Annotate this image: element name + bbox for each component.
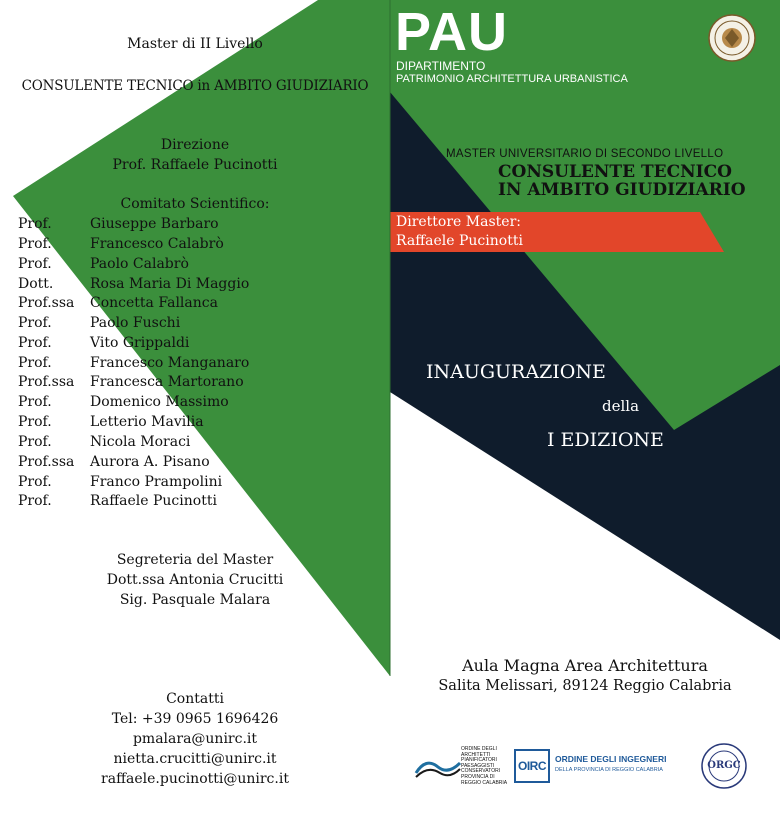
- member-name: Paolo Calabrò: [90, 256, 189, 272]
- committee-member: [18, 414, 378, 434]
- member-name: Vito Grippaldi: [90, 335, 190, 351]
- member-name: Franco Prampolini: [90, 474, 223, 490]
- member-title: Prof.: [18, 335, 52, 351]
- committee-member: [18, 276, 378, 296]
- committee-member: [18, 335, 378, 355]
- member-title: Prof.ssa: [18, 454, 75, 470]
- segreteria-person-1: Dott.ssa Antonia Crucitti: [106, 572, 284, 588]
- architetti-line: PROVINCIA DI: [461, 773, 495, 780]
- member-name: Aurora A. Pisano: [90, 454, 210, 470]
- committee-member: [18, 236, 378, 256]
- direzione-label: Direzione: [160, 137, 230, 153]
- member-name: Raffaele Pucinotti: [90, 493, 217, 509]
- committee-member: [18, 355, 378, 375]
- master-title-line-2: IN AMBITO GIUDIZIARIO: [498, 180, 746, 200]
- master-level: Master di II Livello: [127, 36, 263, 52]
- university-seal-icon: [708, 14, 756, 62]
- member-title: Dott.: [18, 276, 54, 292]
- member-name: Concetta Fallanca: [90, 295, 218, 311]
- member-title: Prof.: [18, 434, 52, 450]
- contatti-label: Contatti: [166, 691, 224, 707]
- member-name: Nicola Moraci: [90, 434, 191, 450]
- contact-email[interactable]: nietta.crucitti@unirc.it: [113, 751, 277, 767]
- member-title: Prof.: [18, 474, 52, 490]
- member-name: Francesco Calabrò: [90, 236, 224, 252]
- pau-logo-text: PAU: [395, 2, 509, 62]
- master-title: CONSULENTE TECNICO in AMBITO GIUDIZIARIO: [21, 78, 369, 94]
- director-name: Raffaele Pucinotti: [396, 233, 523, 249]
- direzione-name: Prof. Raffaele Pucinotti: [112, 157, 278, 173]
- member-title: Prof.: [18, 394, 52, 410]
- architetti-logo-icon: [414, 753, 462, 779]
- contact-email[interactable]: pmalara@unirc.it: [132, 731, 258, 747]
- committee-member: [18, 315, 378, 335]
- member-title: Prof.: [18, 216, 52, 232]
- architetti-line: REGGIO CALABRIA: [461, 779, 508, 786]
- committee-member: [18, 374, 378, 394]
- member-name: Francesca Martorano: [90, 374, 244, 390]
- ingegneri-logo-mark: OIRC: [514, 749, 550, 783]
- director-label: Direttore Master:: [396, 214, 521, 230]
- contact-phone: Tel: +39 0965 1696426: [111, 711, 279, 727]
- inauguration-edition: I EDIZIONE: [547, 429, 664, 451]
- master-level-caps: MASTER UNIVERSITARIO DI SECONDO LIVELLO: [446, 148, 724, 160]
- member-name: Francesco Manganaro: [90, 355, 250, 371]
- comitato-label: Comitato Scientifico:: [120, 196, 270, 212]
- member-name: Domenico Massimo: [90, 394, 229, 410]
- member-title: Prof.: [18, 355, 52, 371]
- member-name: Letterio Mavilia: [90, 414, 204, 430]
- architetti-logo-text: [461, 747, 509, 786]
- committee-member: [18, 295, 378, 315]
- segreteria-person-2: Sig. Pasquale Malara: [119, 592, 271, 608]
- event-venue: Aula Magna Area Architettura: [462, 656, 708, 675]
- member-title: Prof.: [18, 256, 52, 272]
- committee-member: [18, 434, 378, 454]
- member-name: Rosa Maria Di Maggio: [90, 276, 250, 292]
- master-title-line-1: CONSULENTE TECNICO: [498, 162, 732, 182]
- architetti-line: CONSERVATORI: [461, 768, 501, 775]
- member-name: Paolo Fuschi: [90, 315, 181, 331]
- segreteria-label: Segreteria del Master: [116, 552, 274, 568]
- committee-member: [18, 216, 378, 236]
- architetti-line: ARCHITETTI: [461, 751, 491, 758]
- member-title: Prof.: [18, 315, 52, 331]
- committee-member: [18, 493, 378, 513]
- geologi-seal-text: ORGC: [707, 760, 741, 771]
- member-title: Prof.: [18, 414, 52, 430]
- member-title: Prof.ssa: [18, 295, 75, 311]
- architetti-line: ORDINE DEGLI: [461, 746, 497, 752]
- architetti-line: PAESAGGISTI: [461, 762, 495, 769]
- committee-member: [18, 256, 378, 276]
- event-date: venerdì 1 dicembre 2017: [494, 594, 686, 612]
- member-title: Prof.: [18, 236, 52, 252]
- committee-member: [18, 454, 378, 474]
- event-address: Salita Melissari, 89124 Reggio Calabria: [438, 678, 732, 694]
- member-name: Giuseppe Barbaro: [90, 216, 219, 232]
- architetti-line: PIANIFICATORI: [461, 757, 497, 764]
- member-title: Prof.ssa: [18, 374, 75, 390]
- contact-email[interactable]: raffaele.pucinotti@unirc.it: [101, 771, 289, 787]
- inauguration-della: della: [602, 397, 640, 415]
- committee-member: [18, 394, 378, 414]
- ingegneri-logo-title: ORDINE DEGLI INGEGNERI: [555, 754, 667, 764]
- dipartimento-name: PATRIMONIO ARCHITETTURA URBANISTICA: [396, 73, 628, 85]
- member-title: Prof.: [18, 493, 52, 509]
- dipartimento-label: DIPARTIMENTO: [396, 59, 486, 73]
- inauguration-title: INAUGURAZIONE: [426, 361, 606, 383]
- committee-member: [18, 474, 378, 494]
- ingegneri-logo-subtitle: DELLA PROVINCIA DI REGGIO CALABRIA: [555, 767, 663, 773]
